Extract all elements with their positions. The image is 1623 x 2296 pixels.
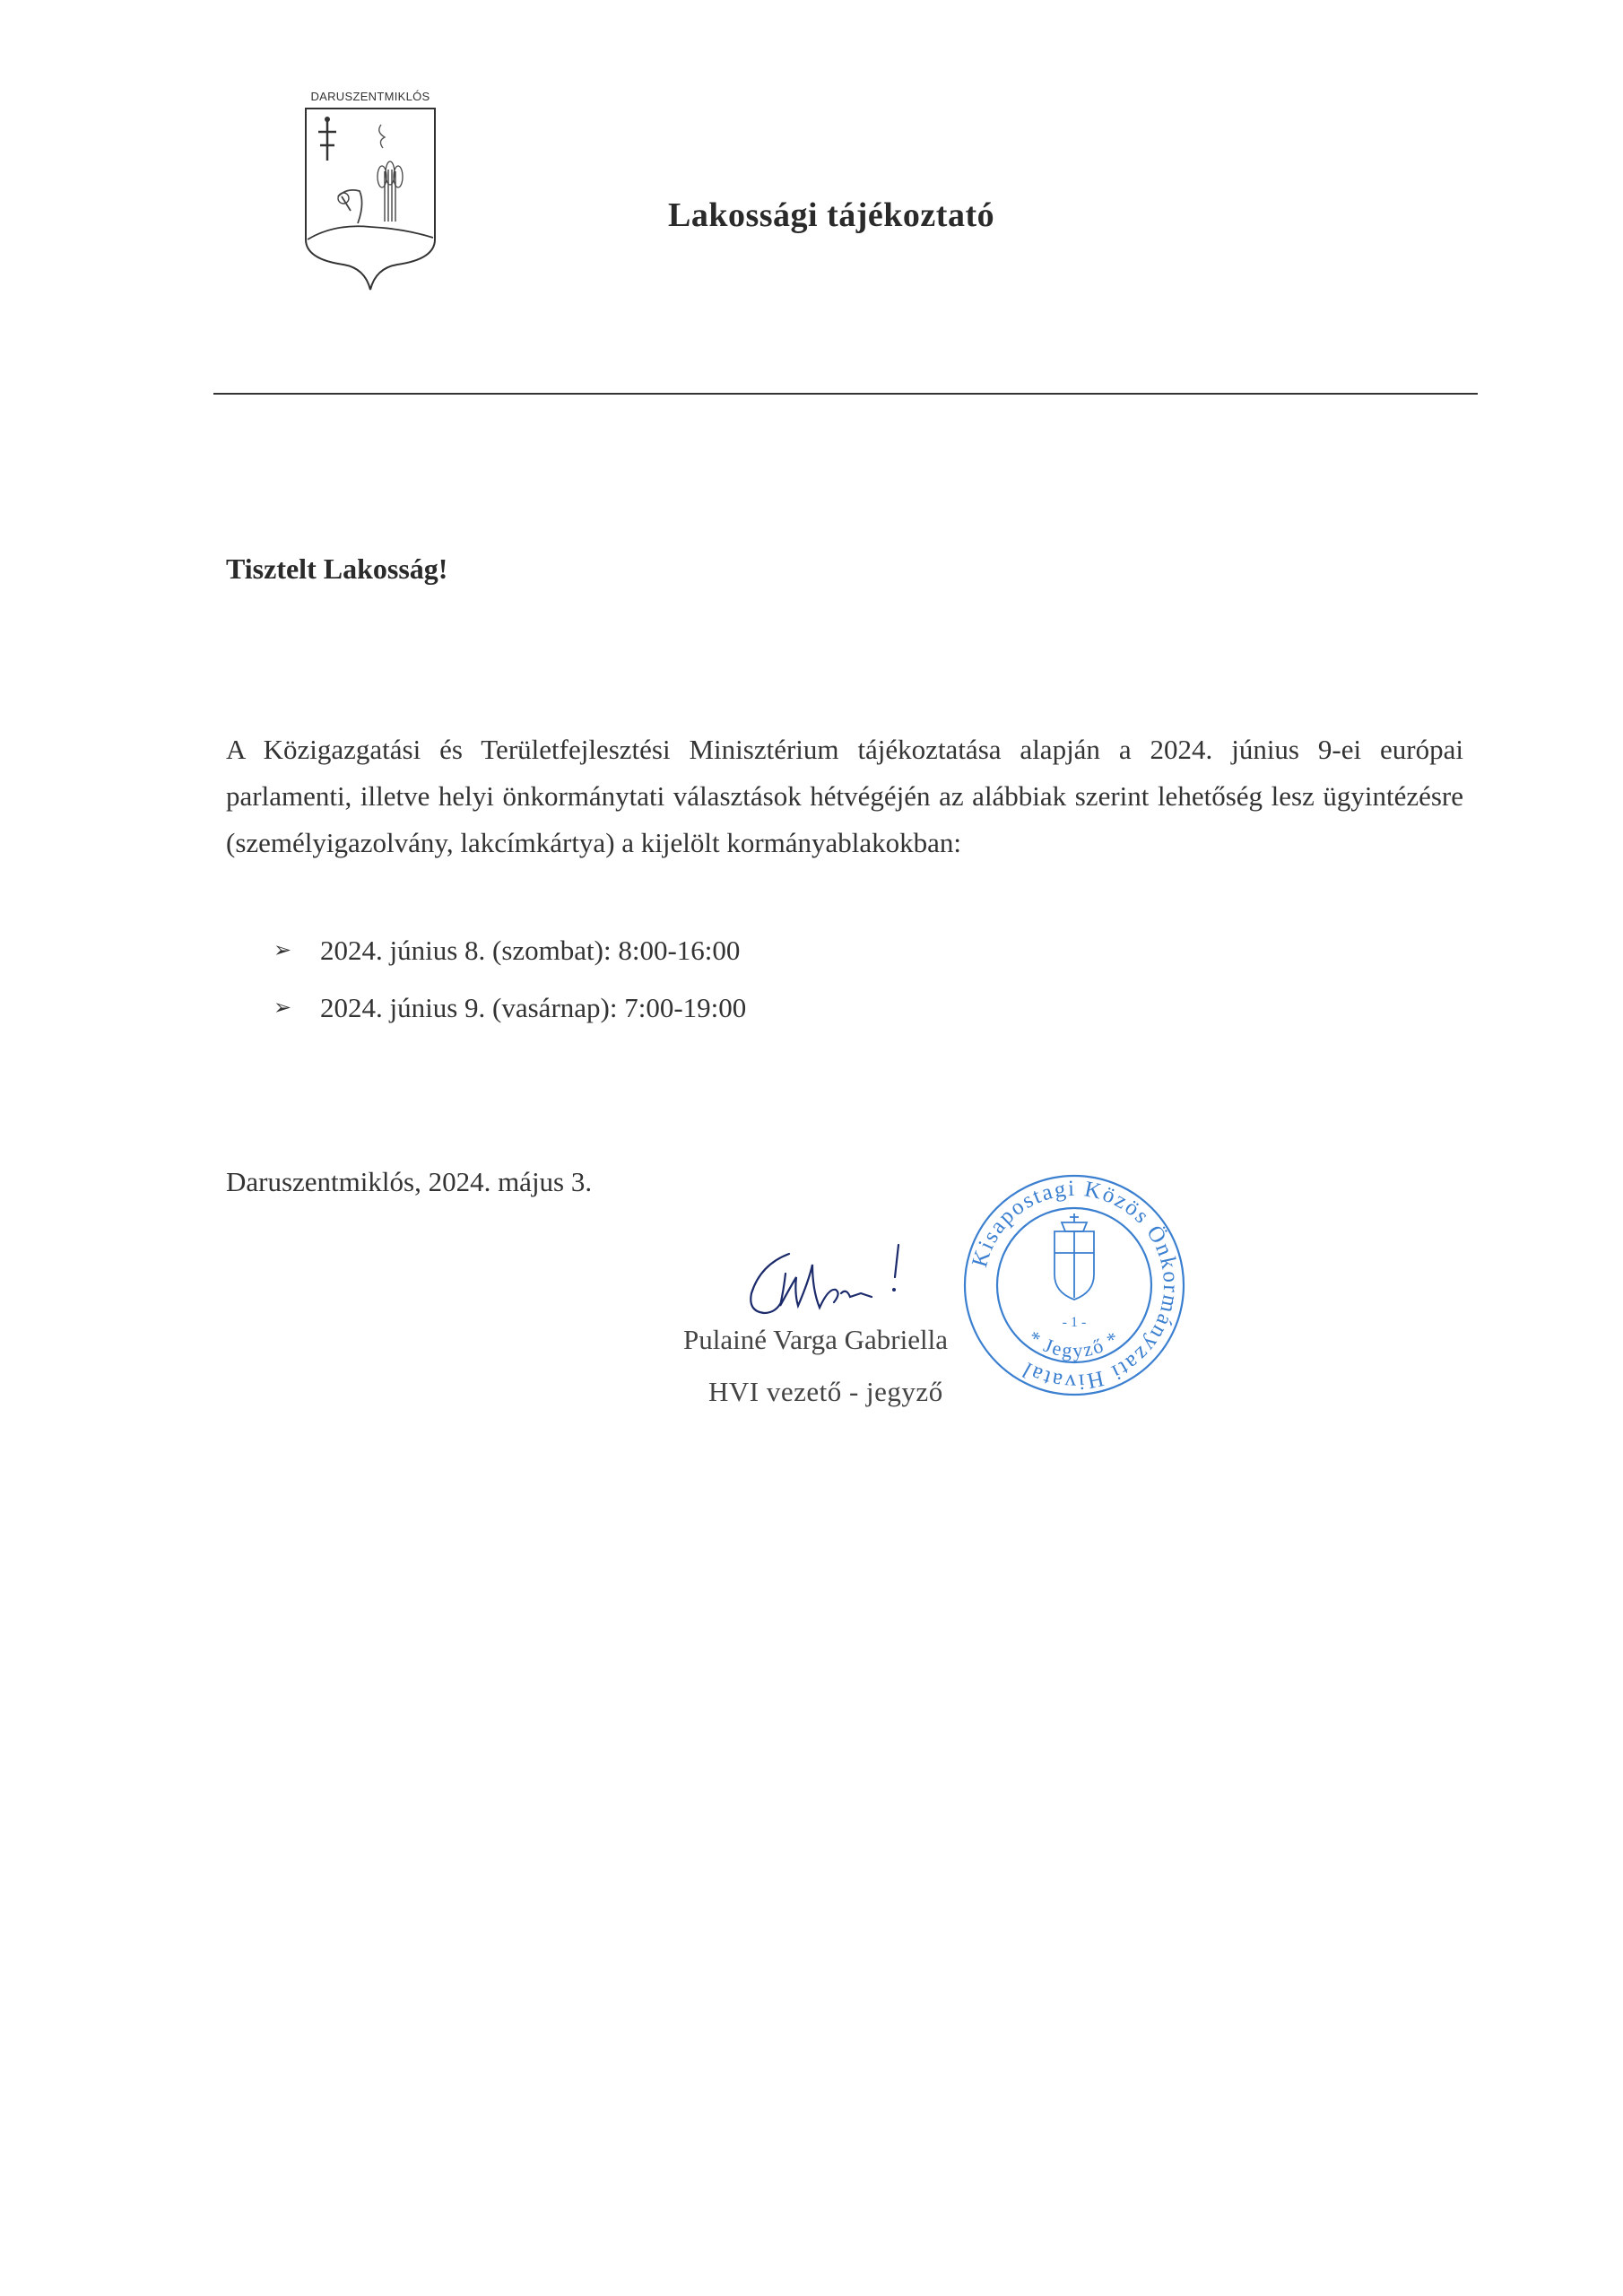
svg-text:- 1 -: - 1 - [1062,1315,1087,1330]
svg-text:* Jegyző *: * Jegyző * [1024,1326,1124,1362]
header-divider [213,393,1478,395]
letter-body: A Közigazgatási és Területfejlesztési Minisztérium tájékoztatása alapján a 2024. június 9-ei európai parlamenti, illetve helyi önkormánytati választások hétvégéjén az alábbiak szerint lehetőség lesz ügyintézésre (személyigazolvány, lakcímkártya) a kijelölt kormányablakokban: [226,734,1463,858]
signer-name: Pulainé Varga Gabriella [683,1324,948,1355]
official-stamp [958,1169,1191,1402]
arrow-bullet-icon: ➢ [273,939,292,962]
coat-of-arms [299,90,442,293]
schedule-item-text: 2024. június 8. (szombat): 8:00-16:00 [320,935,741,966]
signer-role: HVI vezető - jegyző [708,1376,943,1407]
coat-of-arms-label: DARUSZENTMIKLÓS [310,90,430,103]
svg-text:Kisapostagi Közös Önkormányzat: Kisapostagi Közös Önkormányzati Hivatal [968,1176,1184,1395]
handwritten-signature [735,1238,933,1327]
letter-greeting: Tisztelt Lakosság! [226,552,448,585]
schedule-item-text: 2024. június 9. (vasárnap): 7:00-19:00 [320,992,747,1023]
page-title: Lakossági tájékoztató [668,196,995,234]
place-and-date: Daruszentmiklós, 2024. május 3. [226,1166,593,1197]
list-item [273,979,746,1037]
arrow-bullet-icon: ➢ [273,996,292,1020]
coat-of-arms-shield-icon [299,105,442,293]
list-item [273,922,746,979]
schedule-list [273,922,746,1037]
